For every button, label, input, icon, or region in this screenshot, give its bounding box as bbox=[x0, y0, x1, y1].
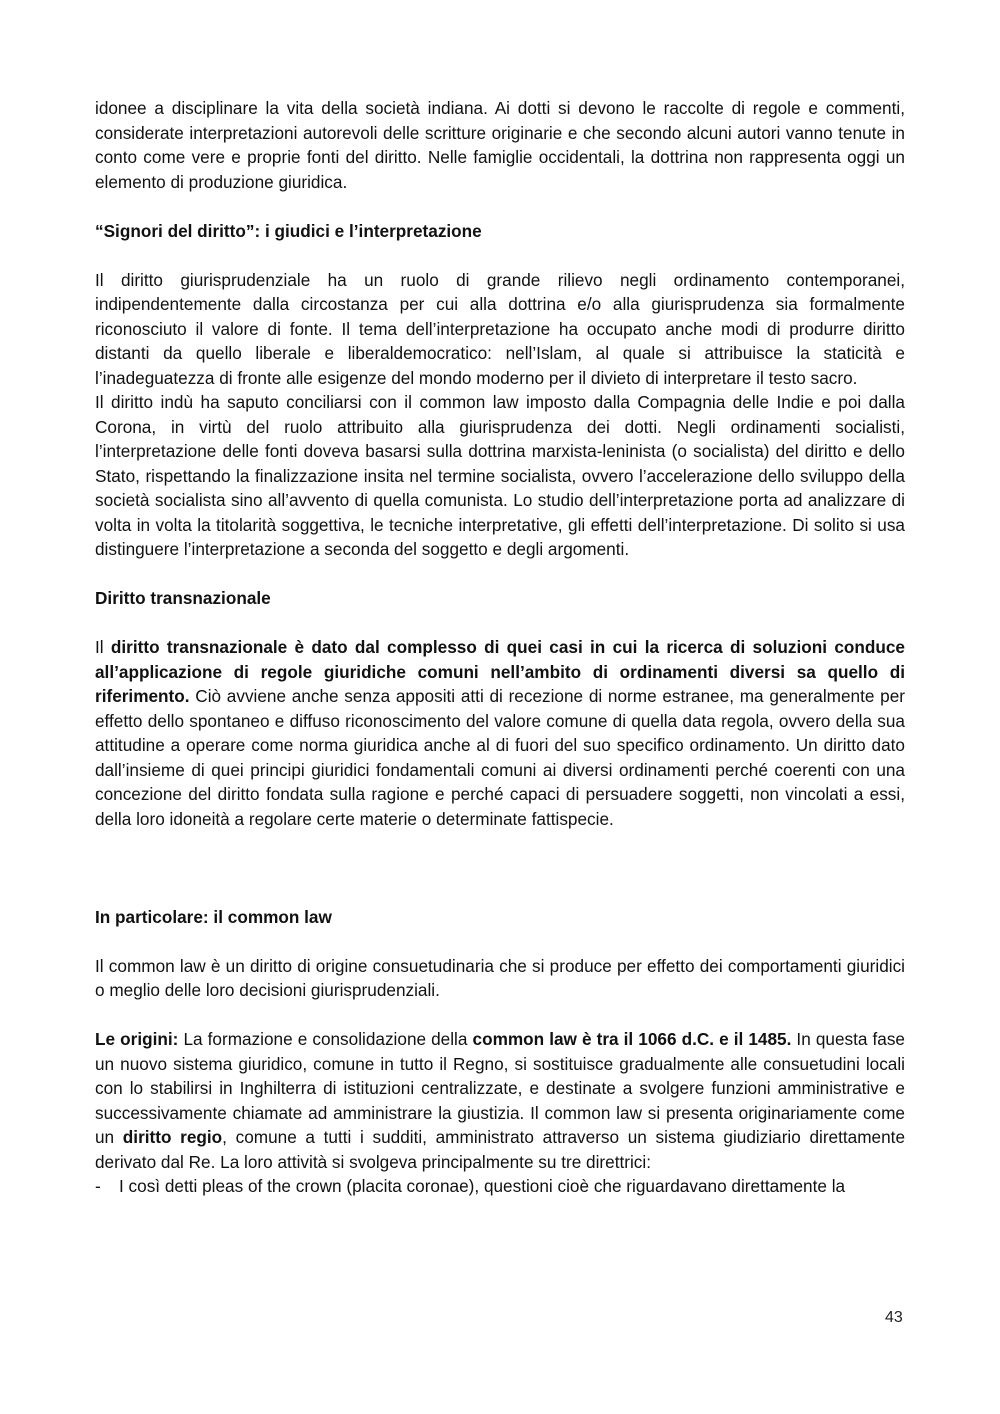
spacer bbox=[95, 562, 905, 587]
bold-definition: diritto transnazionale è dato dal complesso di quei casi in cui la ricerca di soluzioni conduce all’applicazione di regole giuridiche comuni nell’ambito di ordinamenti diversi sa quello di riferimento. bbox=[95, 637, 905, 706]
paragraph-diritto-giurisprudenziale: Il diritto giurisprudenziale ha un ruolo di grande rilievo negli ordinamento contemporanei, indipendentemente dalla circostanza per cui alla dottrina e/o alla giurisprudenza sia formalmente riconosciuto il valore di fonte. Il tema dell’interpretazione ha occupato anche modi di produrre diritto distanti da quello liberale e liberaldemocratico: nell’Islam, al quale si attribuisce la staticità e l’inadeguatezza di fronte alle esigenze del mondo moderno per il divieto di interpretare il testo sacro. bbox=[95, 269, 905, 388]
list-item bbox=[95, 1174, 905, 1199]
text-span: , comune a tutti i sudditi, amministrato attraverso un sistema giudiziario direttamente derivato dal Re. La loro attività si svolgeva principalmente su tre direttrici: bbox=[95, 1127, 905, 1172]
text-span: In questa fase un nuovo sistema giuridico, comune in tutto il Regno, si sostituisce gradualmente alle consuetudini locali con lo stabilirsi in Inghilterra di istituzioni centralizzate, e destinate a svolgere funzioni amministrative e successivamente chiamate ad amministrare la giustizia. Il common law si presenta originariamente come un bbox=[95, 1029, 905, 1147]
paragraph-le-origini bbox=[95, 1027, 905, 1174]
bold-diritto-regio: diritto regio bbox=[122, 1127, 223, 1147]
spacer bbox=[95, 929, 905, 954]
heading-signori-del-diritto: “Signori del diritto”: i giudici e l’interpretazione bbox=[95, 220, 482, 241]
paragraph-dottrina: idonee a disciplinare la vita della società indiana. Ai dotti si devono le raccolte di regole e commenti, considerate interpretazioni autorevoli delle scritture originarie e che secondo alcuni autori vanno tenute in conto come vere e proprie fonti del diritto. Nelle famiglie occidentali, la dottrina non rappresenta oggi un elemento di produzione giuridica. bbox=[95, 98, 905, 192]
heading-common-law: In particolare: il common law bbox=[95, 906, 332, 927]
list-item-text: I così detti pleas of the crown (placita coronae), questioni cioè che riguardavano direttamente la bbox=[119, 1176, 846, 1196]
spacer bbox=[95, 194, 905, 219]
text-span: Il bbox=[95, 637, 111, 657]
spacer bbox=[95, 243, 905, 268]
text-span: Ciò avviene anche senza appositi atti di recezione di norme estranee, ma generalmente per effetto dello spontaneo e diffuso riconoscimento del valore comune di quella data regola, ovvero della sua attitudine a operare come norma giuridica anche al di fuori del suo specifico ordinamento. Un diritto dato dall’insieme di quei principi giuridici fondamentali comuni ai diversi ordinamenti perché coerenti con una concezione del diritto fondata sulla ragione e perché capaci di persuadere soggetti, non vincolati a essi, della loro idoneità a regolare certe materie o determinate fattispecie. bbox=[95, 686, 905, 829]
spacer bbox=[95, 611, 905, 636]
page-number: 43 bbox=[885, 1309, 903, 1326]
spacer bbox=[95, 831, 905, 905]
text-span: La formazione e consolidazione della bbox=[178, 1029, 473, 1049]
spacer bbox=[95, 1003, 905, 1028]
bold-le-origini: Le origini: bbox=[95, 1029, 179, 1049]
paragraph-common-law-intro: Il common law è un diritto di origine consuetudinaria che si produce per effetto dei comportamenti giuridici o meglio delle loro decisioni giurisprudenziali. bbox=[95, 955, 905, 1000]
paragraph-diritto-indu: Il diritto indù ha saputo conciliarsi con il common law imposto dalla Compagnia delle Indie e poi dalla Corona, in virtù del ruolo attribuito alla giurisprudenza dei dotti. Negli ordinamenti socialisti, l’interpretazione delle fonti doveva basarsi sulla dottrina marxista-leninista (o socialista) del diritto e dello Stato, rispettando la finalizzazione insita nel termine socialista, ovvero l’accelerazione dello sviluppo della società socialista sino all’avvento di quella comunista. Lo studio dell’interpretazione porta ad analizzare di volta in volta la titolarità soggettiva, le tecniche interpretative, gli effetti dell’interpretazione. Di solito si usa distinguere l’interpretazione a seconda del soggetto e degli argomenti. bbox=[95, 392, 905, 559]
paragraph-diritto-transnazionale bbox=[95, 635, 905, 831]
heading-diritto-transnazionale: Diritto transnazionale bbox=[95, 588, 271, 608]
list-dash: - bbox=[95, 1176, 101, 1196]
bold-date-range: common law è tra il 1066 d.C. e il 1485. bbox=[472, 1029, 792, 1049]
document-page bbox=[95, 96, 905, 1199]
